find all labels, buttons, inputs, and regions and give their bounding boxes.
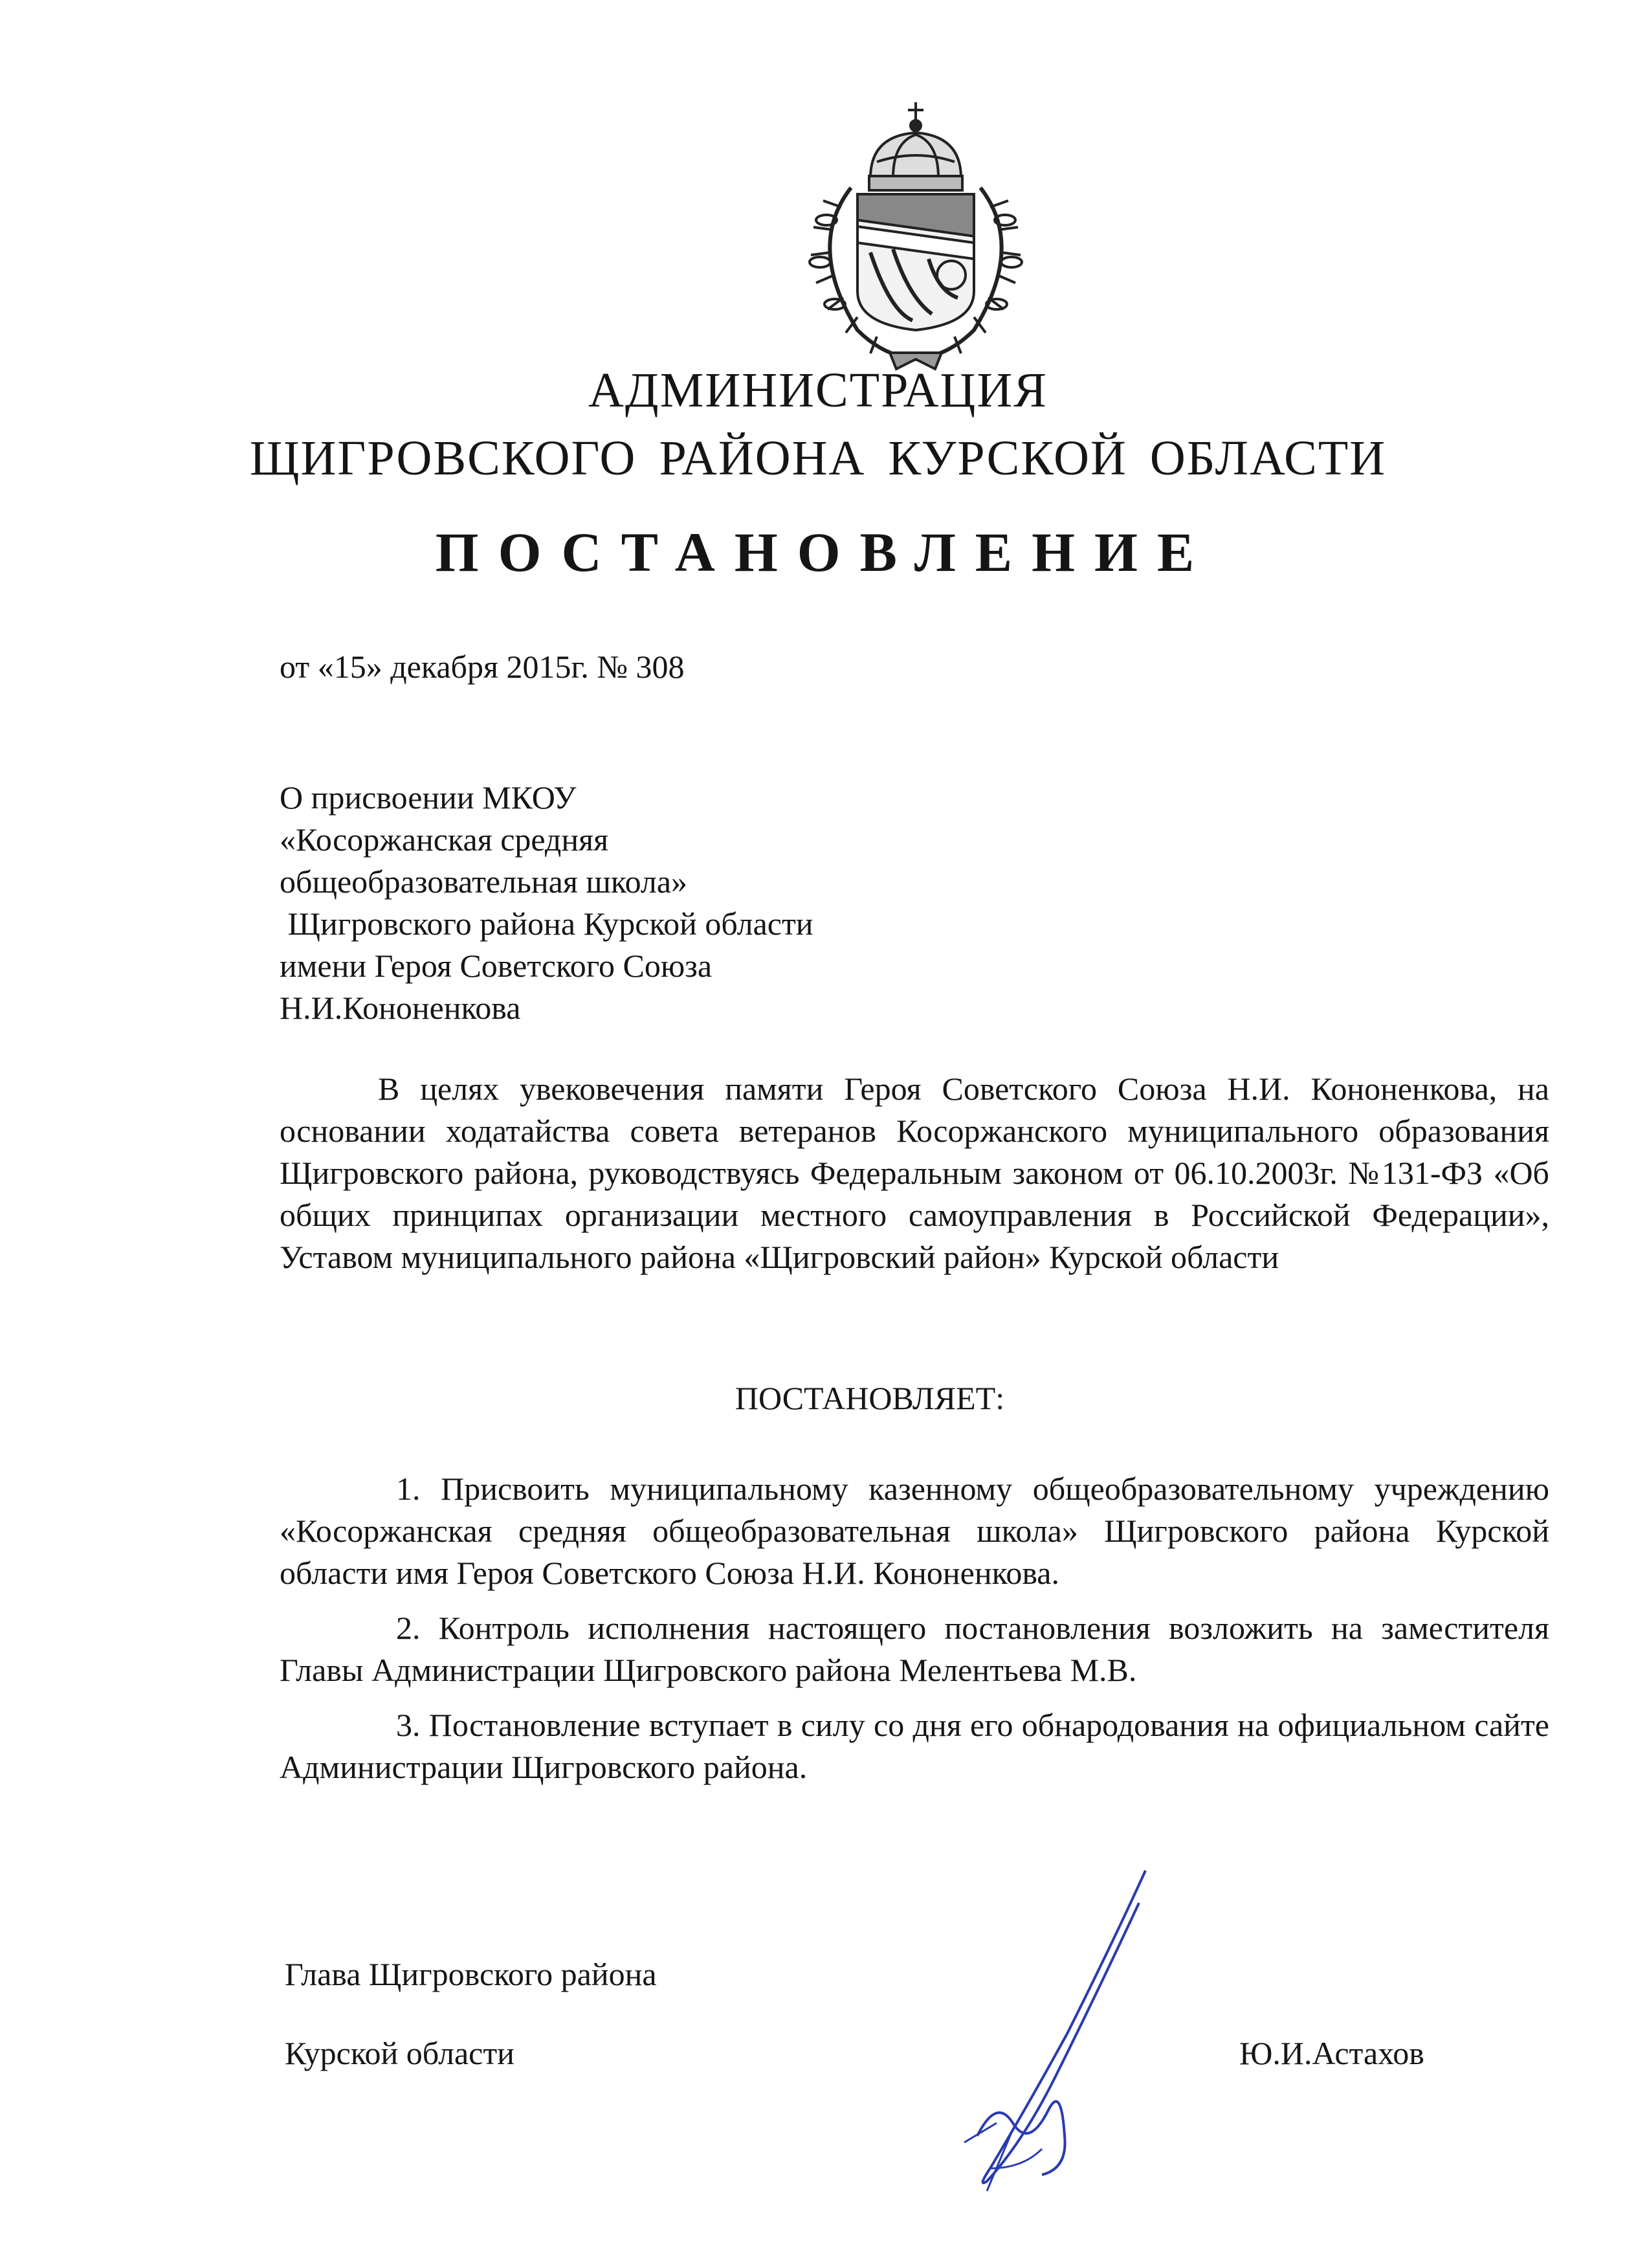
organization-name-line-2: ЩИГРОВСКОГО РАЙОНА КУРСКОЙ ОБЛАСТИ xyxy=(249,431,1387,485)
resolution-item: 2. Контроль исполнения настоящего постановления возложить на заместителя Главы Администрации Щигровского района Мелентьева М.В. xyxy=(280,1610,1549,1688)
document-type-title: ПОСТАНОВЛЕНИЕ xyxy=(435,521,1214,583)
signatory-position-line-1: Глава Щигровского района xyxy=(285,1956,657,1992)
resolve-heading: ПОСТАНОВЛЯЕТ: xyxy=(735,1380,1005,1416)
subject-line: общеобразовательная школа» xyxy=(280,863,688,900)
signatory-position-line-2: Курской области xyxy=(285,2035,514,2071)
preamble-section xyxy=(280,1068,1549,1278)
resolution-item: 3. Постановление вступает в силу со дня его обнародования на официальном сайте Администрации Щигровского района. xyxy=(280,1707,1549,1785)
subject-line: Н.И.Кононенкова xyxy=(280,990,521,1026)
document-date-number: от «15» декабря 2015г. № 308 xyxy=(280,649,685,685)
resolution-item: 1. Присвоить муниципальному казенному общеобразовательному учреждению «Косоржанская средняя общеобразовательная школа» Щигровского района Курской области имя Героя Советского Союза Н.И. Кононенкова. xyxy=(280,1471,1549,1591)
subject-line: «Косоржанская средняя xyxy=(280,821,609,858)
signatory-name: Ю.И.Астахов xyxy=(1239,2035,1424,2071)
subject-line: О присвоении МКОУ xyxy=(280,779,577,816)
document-subject xyxy=(280,777,813,1029)
organization-name-line-1: АДМИНИСТРАЦИЯ xyxy=(588,363,1048,417)
coat-of-arms-emblem xyxy=(780,97,1052,372)
handwritten-signature xyxy=(951,1864,1165,2201)
preamble-paragraph: В целях увековечения памяти Героя Советского Союза Н.И. Кононенкова, на основании ходатайства совета ветеранов Косоржанского муниципального образования Щигровского района, руководствуясь Федеральным законом от 06.10.2003г. №131-ФЗ «Об общих принципах организации местного самоуправления в Российской Федерации», Уставом муниципального района «Щигровский район» Курской области xyxy=(280,1071,1549,1275)
subject-line: имени Героя Советского Союза xyxy=(280,948,713,984)
subject-line: Щигровского района Курской области xyxy=(280,906,813,942)
resolution-items xyxy=(280,1468,1549,1788)
